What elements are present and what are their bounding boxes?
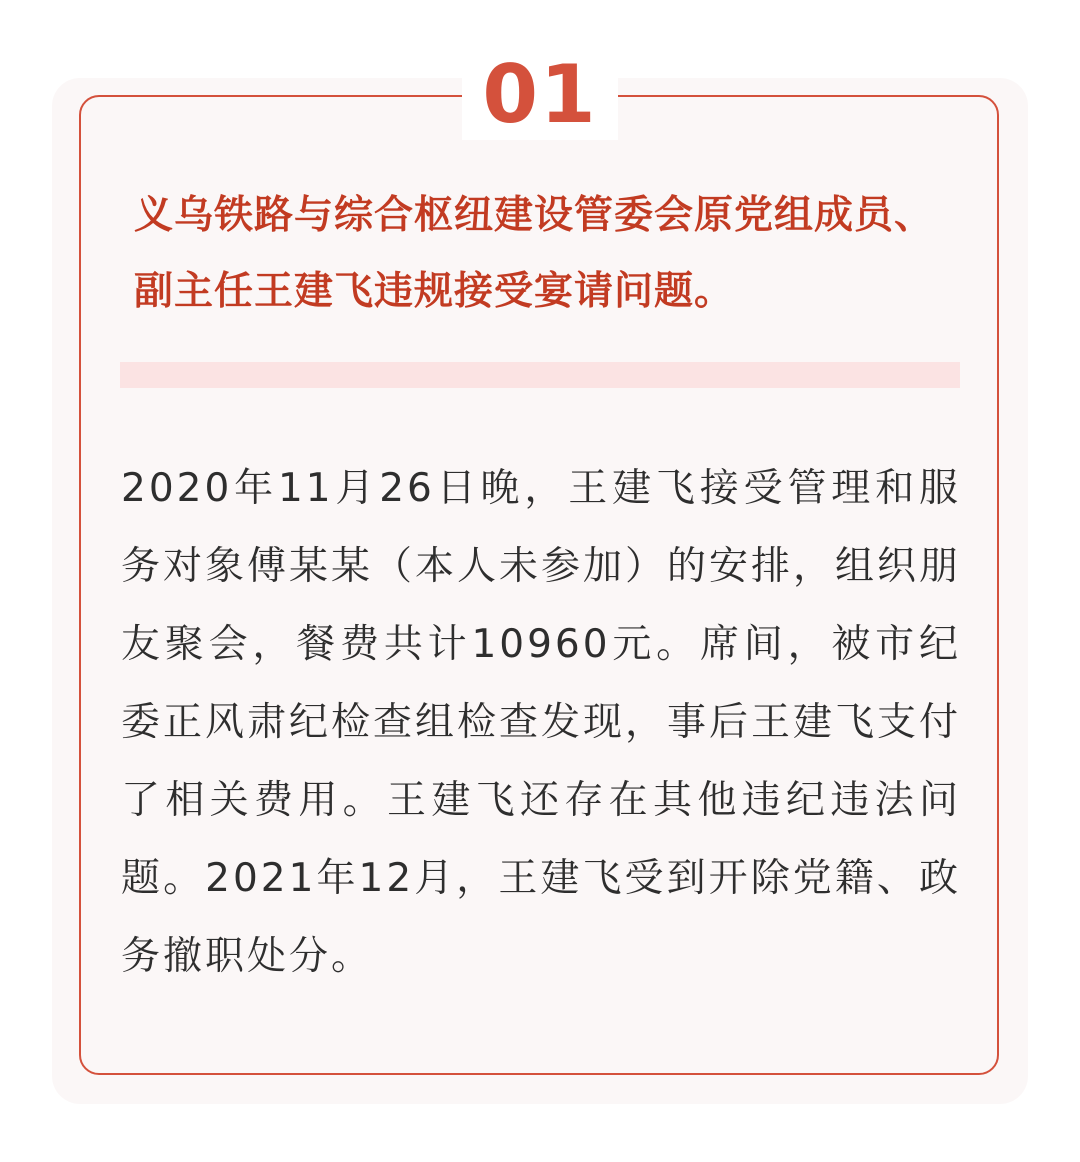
case-title: 义乌铁路与综合枢纽建设管委会原党组成员、副主任王建飞违规接受宴请问题。 bbox=[134, 193, 935, 314]
separator-band bbox=[120, 362, 960, 388]
section-number: 01 bbox=[462, 50, 618, 140]
case-description: 2020年11月26日晚，王建飞接受管理和服务对象傅某某（本人未参加）的安排，组织朋友聚会，餐费共计10960元。席间，被市纪委正风肃纪检查组检查发现，事后王建飞支付了相关费用。王建飞还存在其他违纪违法问题。2021年12月，王建飞受到开除党籍、政务撤职处分。 bbox=[121, 466, 962, 979]
